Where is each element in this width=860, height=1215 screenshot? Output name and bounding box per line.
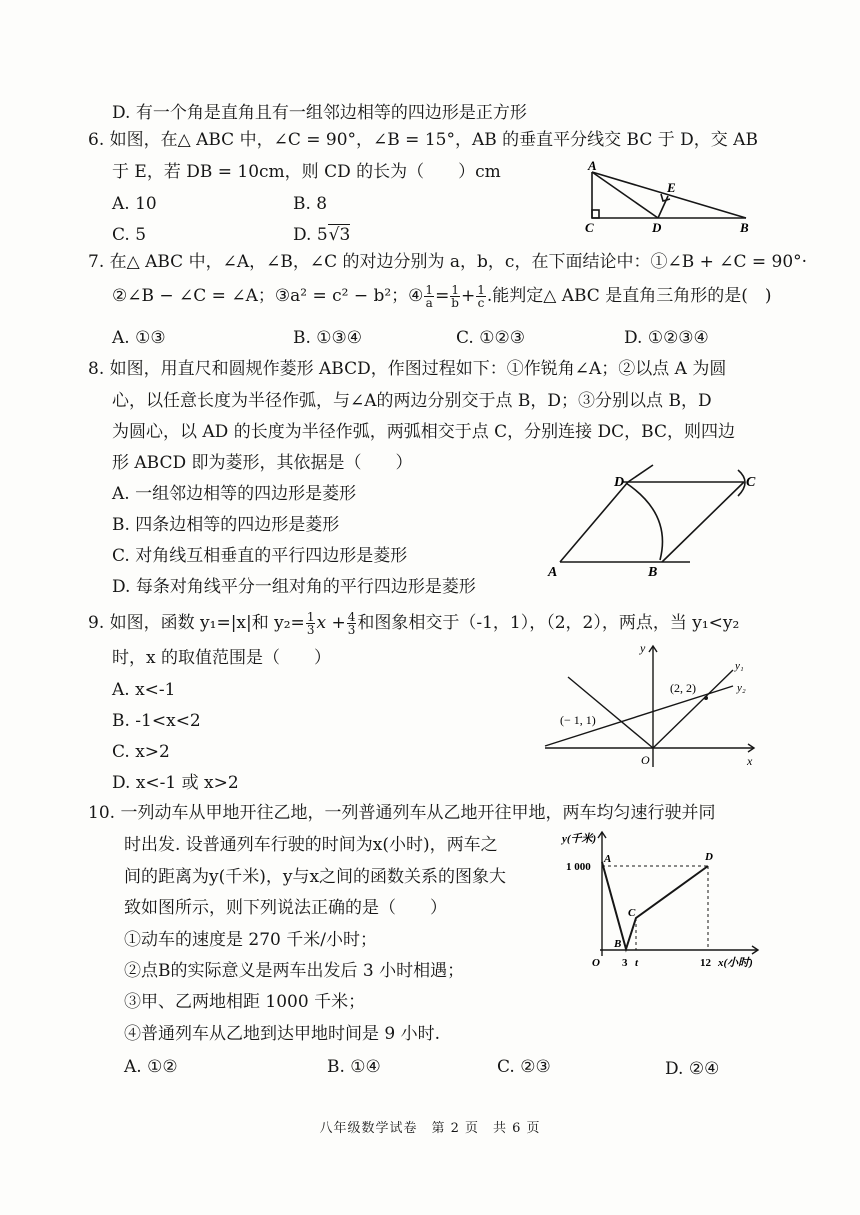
q7-option-a: A. ①③ <box>112 328 166 348</box>
fraction-1-c <box>476 284 486 309</box>
q10-fig-axis-x-label: x(小时) <box>718 957 753 969</box>
q8-option-d: D. 每条对角线平分一组对角的平行四边形是菱形 <box>112 577 476 597</box>
q6-fig-label-e: E <box>667 180 676 195</box>
q6-option-d-prefix: D. 5 <box>293 225 328 245</box>
q7-option-c: C. ①②③ <box>456 328 525 348</box>
q9-fig-axis-y: y <box>640 642 646 655</box>
q10-stem-line4: 致如图所示，则下列说法正确的是（ ） <box>124 898 447 918</box>
fraction-1-3 <box>306 611 316 636</box>
q10-fig-tick-t: t <box>635 957 639 969</box>
q6-option-c: C. 5 <box>112 225 147 245</box>
q7-stem-line1: 7. 在△ ABC 中，∠A，∠B，∠C 的对边分别为 a，b，c，在下面结论中：①∠B + ∠C = 90°· <box>88 252 808 272</box>
q10-fig-axis-y-label: y(千米) <box>562 833 597 845</box>
fraction-4-3 <box>347 611 357 636</box>
q9-fig-axis-x: x <box>747 754 753 768</box>
fraction-1-a <box>424 284 434 309</box>
q6-option-b: B. 8 <box>293 194 328 214</box>
frac-den: a <box>425 296 433 310</box>
q10-fig-tick-3: 3 <box>622 957 628 969</box>
q9-fig-y1-label: y₁ <box>735 660 744 672</box>
q9-fig-y2-label: y₂ <box>737 682 746 694</box>
q10-fig-tick-1000: 1 000 <box>566 861 591 873</box>
frac-num: 1 <box>451 283 459 297</box>
q10-option-d: D. ②④ <box>665 1059 720 1079</box>
q8-stem-line1: 8. 如图，用直尺和圆规作菱形 ABCD，作图过程如下：①作锐角∠A；②以点 A 为圆 <box>88 359 727 379</box>
q8-option-c: C. 对角线互相垂直的平行四边形是菱形 <box>112 546 408 566</box>
q5-option-d: D. 有一个角是直角且有一组邻边相等的四边形是正方形 <box>112 103 527 123</box>
q6-stem-line2: 于 E，若 DB = 10cm，则 CD 的长为（ ）cm <box>112 162 501 182</box>
page-footer: 八年级数学试卷 第 2 页 共 6 页 <box>319 1121 541 1136</box>
q6-fig-label-b: B <box>740 220 749 235</box>
q6-fig-label-d: D <box>652 220 662 235</box>
q10-statement-1: ①动车的速度是 270 千米/小时； <box>124 930 377 950</box>
q10-fig-origin: O <box>592 957 600 969</box>
q8-option-a: A. 一组邻边相等的四边形是菱形 <box>112 484 357 504</box>
frac-num: 1 <box>306 610 315 624</box>
q10-fig-label-a: A <box>604 853 612 865</box>
q8-stem-line3: 为圆心，以 AD 的长度为半径作弧，两弧相交于点 C，分别连接 DC，BC，则四边 <box>112 422 735 442</box>
q8-fig-label-d: D <box>614 475 625 490</box>
frac-den: 3 <box>306 623 315 637</box>
q9-option-d: D. x<-1 或 x>2 <box>112 773 239 793</box>
q6-fig-label-c: C <box>585 220 594 235</box>
frac-den: b <box>451 296 459 310</box>
sqrt-radical: √3 <box>328 225 351 245</box>
fraction-1-b <box>450 284 460 309</box>
frac-den: c <box>477 296 485 310</box>
q10-stem-line2: 时出发. 设普通列车行驶的时间为x(小时)，两车之 <box>124 835 498 855</box>
q7-line2-part2: .能判定△ ABC 是直角三角形的是( ) <box>486 286 772 306</box>
frac-num: 1 <box>425 283 434 297</box>
q10-fig-tick-12: 12 <box>700 957 711 969</box>
q9-fig-point-neg1-1: (− 1, 1) <box>560 713 596 727</box>
q9-option-b: B. -1<x<2 <box>112 711 201 731</box>
plus-sign: + <box>460 286 476 306</box>
q6-option-d <box>293 224 350 246</box>
q10-statement-4: ④普通列车从乙地到达甲地时间是 9 小时. <box>124 1024 441 1044</box>
q9-line1-part2: 和图象相交于（-1，1），（2，2），两点，当 y₁<y₂ <box>357 613 740 633</box>
frac-num: 1 <box>477 283 485 297</box>
q10-stem-line3: 间的距离为y(千米)，y与x之间的函数关系的图象大 <box>124 867 507 887</box>
q7-option-d: D. ①②③④ <box>624 328 709 348</box>
q10-fig-label-d: D <box>705 851 713 863</box>
q8-option-b: B. 四条边相等的四边形是菱形 <box>112 515 340 535</box>
q9-option-c: C. x>2 <box>112 742 170 762</box>
q9-stem-line2: 时，x 的取值范围是（ ） <box>112 648 331 668</box>
q10-figure <box>560 826 780 974</box>
q8-figure <box>540 462 770 584</box>
q10-option-b: B. ①④ <box>327 1057 381 1077</box>
q9-stem-line1 <box>88 611 739 636</box>
q6-option-a: A. 10 <box>112 194 157 214</box>
q6-option-d-radicand: 3 <box>339 225 351 245</box>
q8-fig-label-a: A <box>548 565 558 580</box>
q8-stem-line2: 心，以任意长度为半径作弧，与∠A的两边分别交于点 B，D；③分别以点 B，D <box>112 391 712 411</box>
q9-option-a: A. x<-1 <box>112 680 176 700</box>
q9-fig-point-2-2: (2, 2) <box>670 681 696 695</box>
q9-figure <box>540 642 770 772</box>
q8-stem-line4: 形 ABCD 即为菱形，其依据是（ ） <box>112 453 413 473</box>
q8-fig-label-b: B <box>648 565 658 580</box>
q7-stem-line2 <box>112 284 772 309</box>
q10-fig-label-b: B <box>614 938 622 950</box>
q6-fig-label-a: A <box>588 160 597 173</box>
q6-stem-line1: 6. 如图，在△ ABC 中，∠C = 90°，∠B = 15°，AB 的垂直平分线交 BC 于 D，交 AB <box>88 130 758 150</box>
q10-option-c: C. ②③ <box>497 1057 551 1077</box>
q9-line1-part1: 9. 如图，函数 y₁=|x|和 y₂= <box>88 613 305 633</box>
q8-fig-label-c: C <box>746 475 756 490</box>
equals-sign: = <box>435 286 450 306</box>
q7-option-b: B. ①③④ <box>293 328 363 348</box>
q10-stem-line1: 10. 一列动车从甲地开往乙地，一列普通列车从乙地开往甲地，两车均匀速行驶并同 <box>88 803 716 823</box>
frac-num: 4 <box>347 610 356 624</box>
frac-den: 3 <box>347 623 356 637</box>
q9-fig-origin: O <box>641 753 650 767</box>
q10-option-a: A. ①② <box>124 1057 178 1077</box>
q10-statement-2: ②点B的实际意义是两车出发后 3 小时相遇； <box>124 961 465 981</box>
q6-figure <box>580 160 760 238</box>
q9-x-plus: x + <box>316 613 346 633</box>
q10-fig-label-c: C <box>628 907 636 919</box>
q7-line2-part1: ②∠B − ∠C = ∠A；③a² = c² − b²；④ <box>112 286 424 306</box>
q10-statement-3: ③甲、乙两地相距 1000 千米； <box>124 992 366 1012</box>
